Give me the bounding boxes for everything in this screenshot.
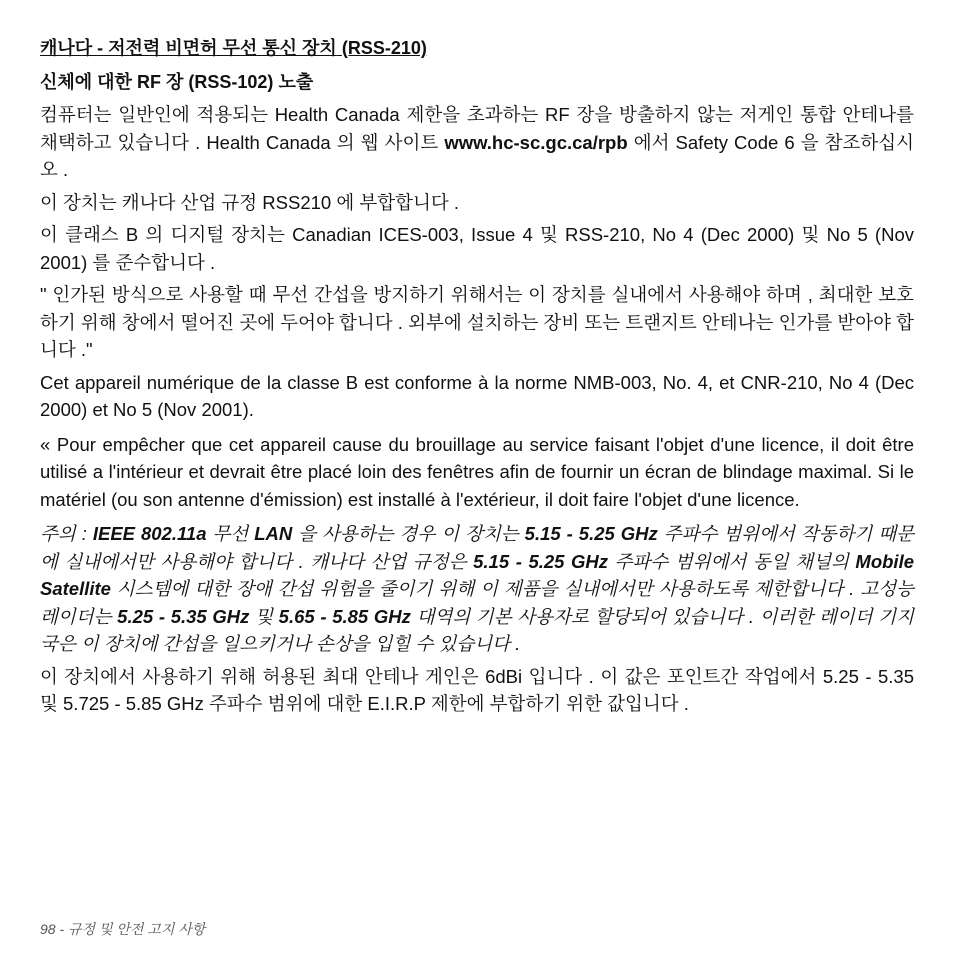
page-footer: 98 - 규정 및 안전 고지 사항 <box>40 921 206 937</box>
website-url: www.hc-sc.gc.ca/rpb <box>444 131 628 153</box>
subheading-rf: RF <box>136 72 161 92</box>
caution-bold: Mobile Satellite <box>40 550 915 599</box>
paragraph-class-b: 이 클래스 B 의 디지털 장치는 Canadian ICES-003, Issue 4 및 RSS-210, No 4 (Dec 2000) 및 No 5 (Nov 2001) 를 준수합니다 . <box>40 224 914 273</box>
caution-bold: LAN <box>254 523 293 544</box>
caution-bold: 5.25 - 5.35 GHz <box>117 605 250 627</box>
caution-text: 주파수 범위에서 동일 채널의 <box>608 550 856 572</box>
heading-korean: 캐나다 - 저전력 비면허 무선 통신 장치 <box>40 38 337 58</box>
subheading-code: (RSS-102) <box>188 72 274 92</box>
subheading-korean: 신체에 대한 <box>40 72 132 92</box>
caution-bold: IEEE 802.11a <box>92 523 207 544</box>
document-page <box>40 36 914 718</box>
subheading-end: 노출 <box>278 72 314 92</box>
caution-text: 주의 : <box>40 523 93 544</box>
caution-bold: 5.15 - 5.25 GHz <box>524 523 658 544</box>
caution-bold: 5.65 - 5.85 GHz <box>278 605 411 627</box>
caution-text: 무선 <box>206 523 255 544</box>
caution-text: 및 <box>249 605 279 627</box>
caution-text: 주파수 범위에서 작동하기 때문에 실내에서만 사용해야 합니다 . 캐나다 산업 규정은 <box>40 523 914 572</box>
subsection-heading <box>40 70 914 94</box>
caution-bold: 5.15 - 5.25 GHz <box>473 550 609 572</box>
section-heading <box>40 36 914 60</box>
paragraph-interference: " 인가된 방식으로 사용할 때 무선 간섭을 방지하기 위해서는 이 장치를 실내에서 사용해야 하며 , 최대한 보호하기 위해 창에서 떨어진 곳에 두어야 합니다 . 외부에 설치하는 장비 또는 트랜지트 안테나는 인가를 받아야 합니다 ." <box>40 284 914 360</box>
heading-code: (RSS-210) <box>341 38 427 58</box>
caution-text: 시스템에 대한 장애 간섭 위험을 줄이기 위해 이 제품을 실내에서만 사용하도록 제한합니다 . 고성능 레이더는 <box>40 578 914 627</box>
paragraph-caution <box>40 520 914 658</box>
paragraph-rf-exposure <box>40 101 914 184</box>
paragraph-text-b: 에서 Safety Code 6 을 참조하십시오 . <box>40 131 915 180</box>
subheading-rest: 장 <box>165 72 184 92</box>
paragraph-rss210: 이 장치는 캐나다 산업 규정 RSS210 에 부합합니다 . <box>40 191 459 213</box>
caution-text: 을 사용하는 경우 이 장치는 <box>292 523 525 544</box>
paragraph-text-a: 컴퓨터는 일반인에 적용되는 Health Canada 제한을 초과하는 RF 장을 방출하지 않는 저게인 통합 안테나를 채택하고 있습니다 . Health Canada 의 웹 사이트 <box>40 104 914 153</box>
paragraph-french-2: « Pour empêcher que cet appareil cause du brouillage au service faisant l'objet d'une licence, il doit être utilisé a l'intérieur et devrait être placé loin des fenêtres afin de fournir un écran de blindage maximal. Si le matériel (ou son antenne d'émission) est installé à l'extérieur, il doit faire l'objet d'une licence. <box>40 433 914 510</box>
paragraph-antenna-gain: 이 장치에서 사용하기 위해 허용된 최대 안테나 게인은 6dBi 입니다 . 이 값은 포인트간 작업에서 5.25 - 5.35 및 5.725 - 5.85 GHz 주파수 범위에 대한 E.I.R.P 제한에 부합하기 위한 값입니다 . <box>40 665 914 714</box>
paragraph-french-1: Cet appareil numérique de la classe B est conforme à la norme NMB-003, No. 4, et CNR-210, No 4 (Dec 2000) et No 5 (Nov 2001). <box>40 371 914 420</box>
caution-text: 대역의 기본 사용자로 할당되어 있습니다 . 이러한 레이더 기지국은 이 장치에 간섭을 일으키거나 손상을 입힐 수 있습니다 . <box>40 605 914 654</box>
